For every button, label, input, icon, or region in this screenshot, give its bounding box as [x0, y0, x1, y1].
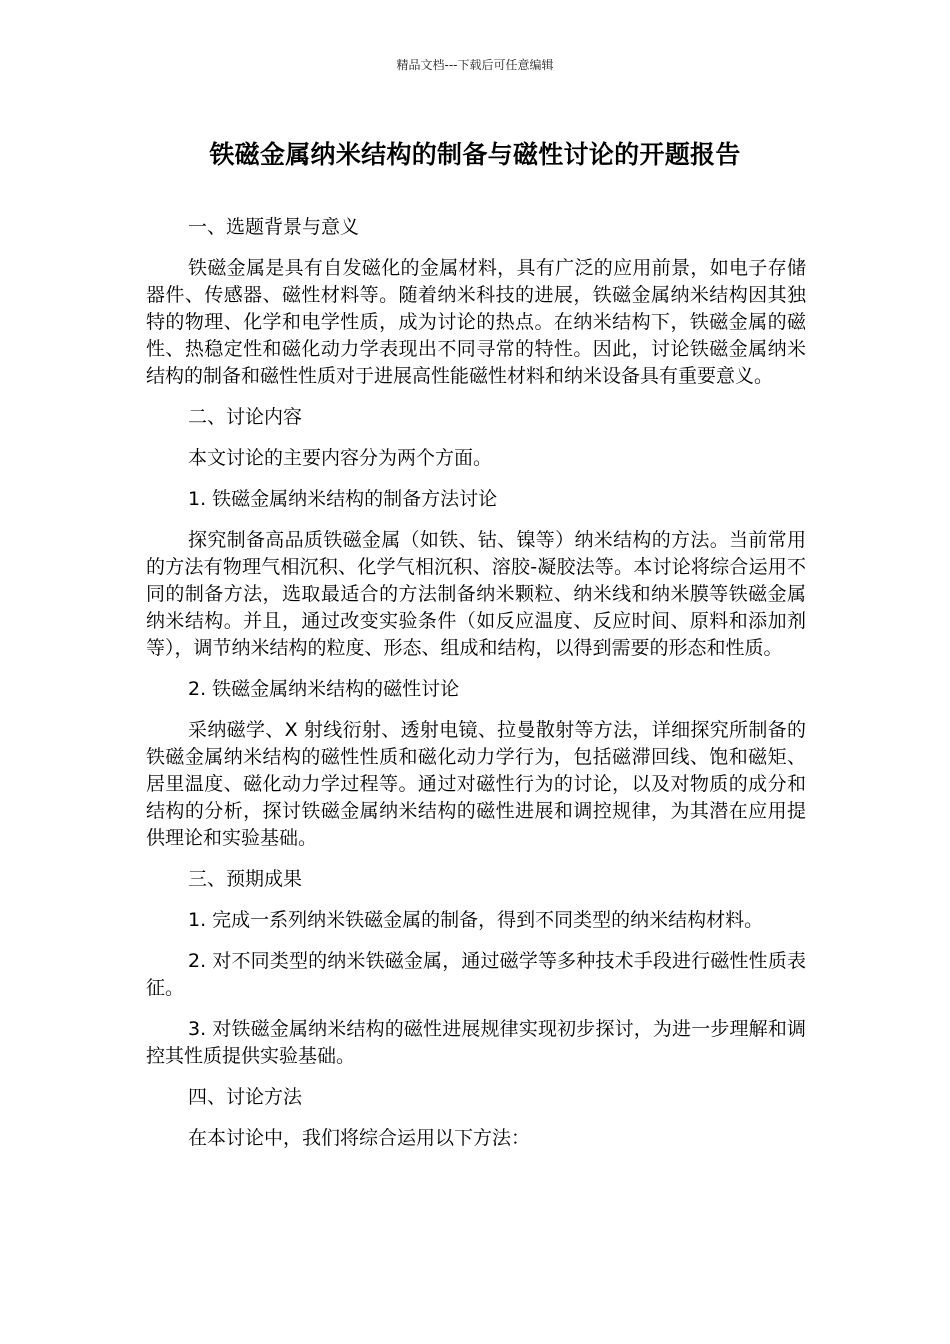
subheading-magnetism: 2. 铁磁金属纳米结构的磁性讨论	[188, 678, 460, 700]
outcome-item-3: 3. 对铁磁金属纳米结构的磁性进展规律实现初步探讨，为进一步理解和调控其性质提供实验基础。	[146, 1018, 806, 1067]
outcome-item-2: 2. 对不同类型的纳米铁磁金属，通过磁学等多种技术手段进行磁性性质表征。	[146, 950, 806, 999]
section-heading-background: 一、选题背景与意义	[188, 216, 360, 238]
subheading-preparation: 1. 铁磁金属纳米结构的制备方法讨论	[188, 488, 498, 510]
paragraph-content-intro: 本文讨论的主要内容分为两个方面。	[188, 447, 493, 469]
paragraph-background: 铁磁金属是具有自发磁化的金属材料，具有广泛的应用前景，如电子存储器件、传感器、磁性材料等。随着纳米科技的进展，铁磁金属纳米结构因其独特的物理、化学和电学性质，成为讨论的热点。在纳米结构下，铁磁金属的磁性、热稳定性和磁化动力学表现出不同寻常的特性。因此，讨论铁磁金属纳米结构的制备和磁性性质对于进展高性能磁性材料和纳米设备具有重要意义。	[146, 257, 806, 387]
document-body	[146, 214, 806, 1166]
outcome-item-1: 1. 完成一系列纳米铁磁金属的制备，得到不同类型的纳米结构材料。	[188, 909, 764, 931]
document-title: 铁磁金属纳米结构的制备与磁性讨论的开题报告	[209, 140, 741, 169]
paragraph-preparation: 探究制备高品质铁磁金属（如铁、钴、镍等）纳米结构的方法。当前常用的方法有物理气相沉积、化学气相沉积、溶胶-凝胶法等。本讨论将综合运用不同的制备方法，选取最适合的方法制备纳米颗粒、纳米线和纳米膜等铁磁金属纳米结构。并且，通过改变实验条件（如反应温度、反应时间、原料和添加剂等），调节纳米结构的粒度、形态、组成和结构，以得到需要的形态和性质。	[146, 529, 806, 659]
section-heading-outcomes: 三、预期成果	[188, 868, 303, 890]
paragraph-methods-intro: 在本讨论中，我们将综合运用以下方法：	[188, 1127, 531, 1149]
section-heading-methods: 四、讨论方法	[188, 1086, 303, 1108]
section-heading-content: 二、讨论内容	[188, 406, 303, 428]
header-note: 精品文档---下载后可任意编辑	[396, 58, 554, 72]
paragraph-magnetism: 采纳磁学、X 射线衍射、透射电镜、拉曼散射等方法，详细探究所制备的铁磁金属纳米结构的磁性性质和磁化动力学行为，包括磁滞回线、饱和磁矩、居里温度、磁化动力学过程等。通过对磁性行为的讨论，以及对物质的成分和结构的分析，探讨铁磁金属纳米结构的磁性进展和调控规律，为其潜在应用提供理论和实验基础。	[146, 719, 806, 849]
